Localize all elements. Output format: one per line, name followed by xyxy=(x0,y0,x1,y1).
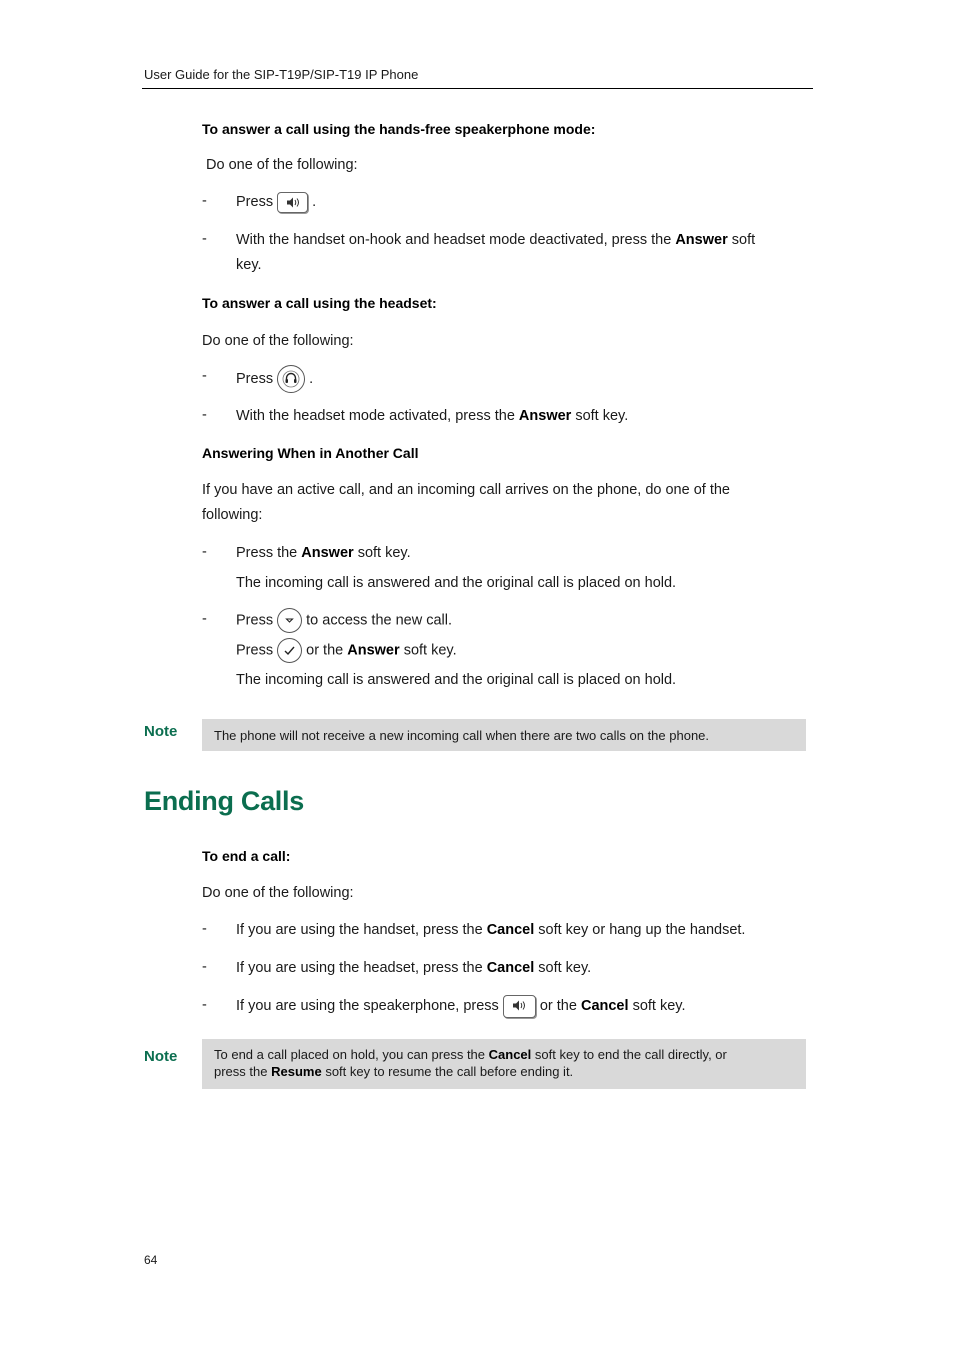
speakerphone-key-icon xyxy=(503,995,536,1018)
page-number: 64 xyxy=(144,1253,158,1267)
list-dash: - xyxy=(202,544,207,560)
note-box xyxy=(202,719,806,751)
list-dash: - xyxy=(202,997,207,1013)
list-item-end-handset: If you are using the handset, press the Cancel soft key or hang up the handset. xyxy=(236,922,746,938)
note-text-line2: press the Resume soft key to resume the call before ending it. xyxy=(214,1064,574,1079)
cancel-softkey-label: Cancel xyxy=(580,998,629,1014)
subheading-headset: To answer a call using the headset: xyxy=(202,295,437,311)
subheading-speakerphone: To answer a call using the hands-free speakerphone mode: xyxy=(202,121,596,137)
section-title: Ending Calls xyxy=(144,786,304,816)
navigation-down-key-icon xyxy=(277,608,302,633)
note-text-line1: To end a call placed on hold, you can press the Cancel soft key to end the call directly, or xyxy=(214,1047,727,1062)
result-text: The incoming call is answered and the original call is placed on hold. xyxy=(236,672,677,688)
list-item-another-ok: Press or the Answer soft key. xyxy=(236,638,457,663)
answer-softkey-label: Answer xyxy=(347,642,400,659)
intro-speakerphone: Do one of the following: xyxy=(206,157,358,173)
list-item-end-headset: If you are using the headset, press the Cancel soft key. xyxy=(236,960,592,976)
header-rule xyxy=(142,88,813,89)
cancel-softkey-label: Cancel xyxy=(486,922,535,938)
intro-another-call-line1: If you have an active call, and an incoming call arrives on the phone, do one of the xyxy=(202,482,730,498)
intro-end-call: Do one of the following: xyxy=(202,885,354,901)
list-item-speaker-press: Press . xyxy=(236,190,316,215)
ok-key-icon xyxy=(277,638,302,663)
note-text: The phone will not receive a new incoming call when there are two calls on the phone. xyxy=(214,728,710,743)
subheading-end-call: To end a call: xyxy=(202,848,291,864)
cancel-softkey-label: Cancel xyxy=(486,960,535,976)
note-label: Note xyxy=(144,1048,178,1065)
resume-softkey-label: Resume xyxy=(271,1064,322,1079)
list-item-speaker-answer-cont: key. xyxy=(236,257,262,273)
note-box xyxy=(202,1039,806,1089)
list-item-speaker-answer: With the handset on-hook and headset mode deactivated, press the Answer soft xyxy=(236,232,756,248)
headset-key-icon xyxy=(277,365,305,393)
list-item-end-speaker: If you are using the speakerphone, press or the Cancel soft key. xyxy=(236,994,685,1019)
cancel-softkey-label: Cancel xyxy=(488,1047,532,1062)
list-dash: - xyxy=(202,921,207,937)
list-dash: - xyxy=(202,611,207,627)
note-label: Note xyxy=(144,723,178,740)
list-dash: - xyxy=(202,368,207,384)
list-dash: - xyxy=(202,959,207,975)
intro-headset: Do one of the following: xyxy=(202,333,354,349)
speakerphone-key-icon xyxy=(277,192,308,213)
list-dash: - xyxy=(202,231,207,247)
running-header: User Guide for the SIP-T19P/SIP-T19 IP Phone xyxy=(144,67,419,82)
list-item-another-down: Press to access the new call. xyxy=(236,608,452,633)
list-dash: - xyxy=(202,193,207,209)
list-item-another-answer: Press the Answer soft key. xyxy=(236,545,411,561)
answer-softkey-label: Answer xyxy=(675,232,728,248)
list-item-headset-press: Press . xyxy=(236,365,313,393)
list-item-headset-answer: With the headset mode activated, press the Answer soft key. xyxy=(236,408,629,424)
subheading-another-call: Answering When in Another Call xyxy=(202,445,419,461)
answer-softkey-label: Answer xyxy=(518,408,572,424)
result-text: The incoming call is answered and the original call is placed on hold. xyxy=(236,575,677,591)
answer-softkey-label: Answer xyxy=(301,545,354,561)
list-dash: - xyxy=(202,407,207,423)
intro-another-call-line2: following: xyxy=(202,507,263,523)
